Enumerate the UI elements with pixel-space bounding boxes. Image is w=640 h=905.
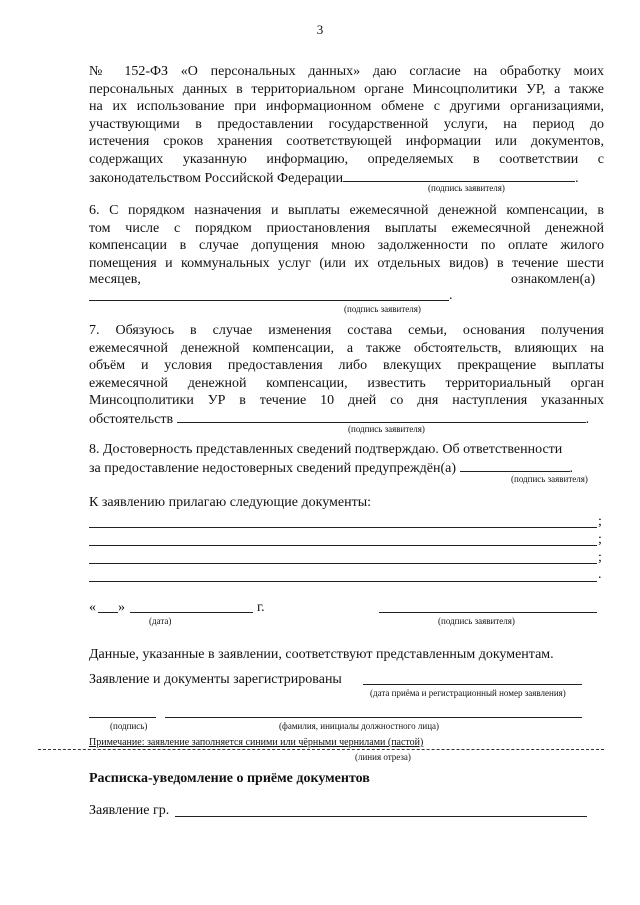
p6-last-right: ознакомлен(а) [511, 272, 596, 287]
p7-line: обстоятельств [89, 412, 174, 427]
registration-blank[interactable] [363, 684, 582, 685]
official-signature-blank[interactable] [89, 717, 156, 718]
period: . [598, 567, 602, 582]
consent-line: № 152-ФЗ «О персональных данных» даю согласие на обработку моих [89, 64, 604, 79]
period: . [449, 288, 453, 303]
official-signature-caption: (подпись) [110, 721, 148, 731]
signature-blank[interactable] [177, 409, 586, 423]
date-caption: (дата) [149, 616, 172, 626]
p8-last-line [89, 458, 573, 477]
consent-paragraph [89, 63, 604, 168]
signature-blank[interactable] [89, 300, 449, 301]
paragraph-8 [89, 441, 604, 459]
day-blank[interactable] [98, 612, 118, 613]
consent-line: участвующими в предоставлении государственной услуги, на период до [89, 116, 604, 132]
signature-caption: (подпись заявителя) [348, 424, 425, 434]
p7-line: объём и условия предоставления либо влекущих прекращение выплаты [89, 358, 604, 373]
consent-line: содержащих указанную информацию, определяемых в соответствии с [89, 151, 604, 167]
attachment-line[interactable] [89, 563, 597, 564]
registration-caption: (дата приёма и регистрационный номер заявления) [370, 688, 566, 698]
p7-line: 7. Обязуюсь в случае изменения состава семьи, основания получения [89, 323, 604, 338]
semicolon: ; [598, 514, 602, 529]
consent-last-line [89, 168, 579, 187]
p8-line: за предоставление недостоверных сведений предупреждён(а) [89, 461, 457, 476]
page-number: 3 [316, 22, 324, 37]
official-name-caption: (фамилия, инициалы должностного лица) [279, 721, 440, 731]
p7-line: ежемесячной денежной компенсации, а также обстоятельств, влияющих на [89, 340, 604, 356]
paragraph-6 [89, 202, 604, 272]
consent-line: на их использование при информационном обмене с другими организациями, [89, 99, 604, 114]
signature-caption: (подпись заявителя) [438, 616, 515, 626]
p7-line: Минсоцполитики УР в течение 10 дней со дня наступления указанных [89, 393, 604, 408]
semicolon: ; [598, 550, 602, 565]
consent-line: персональных данных в территориальном органе Минсоцполитики УР, а также [89, 81, 604, 97]
paragraph-7 [89, 322, 604, 410]
p8-line: 8. Достоверность представленных сведений подтверждаю. Об ответственности [89, 442, 563, 457]
p6-line: 6. С порядком назначения и выплаты ежемесячной денежной компенсации, в [89, 203, 604, 218]
p7-line: ежемесячной денежной компенсации, известить территориальный орган [89, 375, 604, 391]
period: . [585, 412, 590, 427]
receipt-statement: Заявление гр. [89, 803, 170, 818]
receipt-title: Расписка-уведомление о приёме документов [89, 771, 370, 786]
p6-line: помещения и коммунальных услуг (или их отдельных видов) в течение шести [89, 255, 604, 271]
close-quote: » [118, 600, 125, 615]
attachments-heading: К заявлению прилагаю следующие документы: [89, 495, 372, 510]
attachment-line[interactable] [89, 545, 597, 546]
cut-line [38, 749, 604, 750]
signature-caption: (подпись заявителя) [428, 183, 505, 193]
consent-line: законодательством Российской Федерации [89, 171, 344, 186]
month-year-blank[interactable] [130, 612, 253, 613]
open-quote: « [89, 600, 96, 615]
p6-line: том числе с порядком приостановления выплаты ежемесячной денежной [89, 220, 604, 236]
year-suffix: г. [257, 600, 265, 615]
signature-blank[interactable] [460, 458, 570, 472]
registered-statement: Заявление и документы зарегистрированы [89, 672, 342, 687]
signature-caption: (подпись заявителя) [511, 474, 588, 484]
data-match-statement: Данные, указанные в заявлении, соответствуют представленным документам. [89, 647, 554, 662]
attachment-line[interactable] [89, 527, 597, 528]
period: . [575, 171, 579, 186]
note-text: Примечание: заявление заполняется синими или чёрными чернилами (пастой) [89, 737, 424, 748]
signature-blank[interactable] [379, 612, 597, 613]
cut-line-caption: (линия отреза) [355, 752, 411, 762]
signature-blank[interactable] [343, 168, 575, 182]
applicant-name-blank[interactable] [175, 816, 587, 817]
official-name-blank[interactable] [165, 717, 582, 718]
attachment-line[interactable] [89, 581, 597, 582]
p6-line: компенсации в случае допущения мною задолженности по оплате жилого [89, 238, 604, 253]
signature-caption: (подпись заявителя) [344, 304, 421, 314]
period: . [569, 461, 574, 476]
semicolon: ; [598, 532, 602, 547]
p7-last-line [89, 409, 589, 428]
consent-line: истечения сроков хранения соответствующей информации или документов, [89, 134, 604, 149]
p6-last-left: месяцев, [89, 272, 141, 287]
